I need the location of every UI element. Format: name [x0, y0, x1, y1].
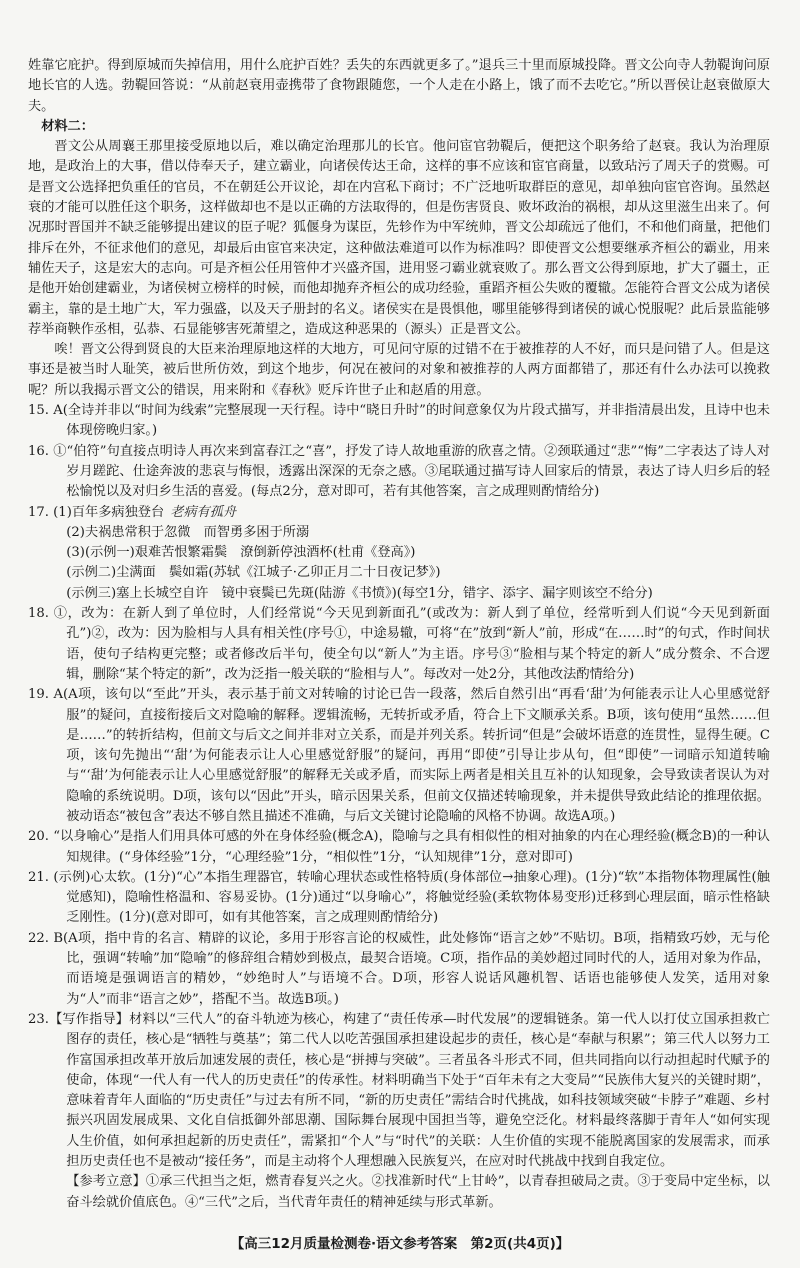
answer-q17-text: 17. (1)百年多病独登台	[28, 504, 165, 520]
answer-q22: 22. B(A项，指中肯的名言、精辟的议论，多用于形容言论的权威性，此处修饰“语言之妙”不贴切。B项，指精致巧妙，无与伦比，强调“转喻”加“隐喻”的修辞组合精妙到极点，最契合语境。C项，指作品的美妙超过同时代的人，适用对象为作品，而语境是强调语言的精妙，“妙绝时人”与语境不合。D项，形容人说话风趣机智、话语也能够使人发笑，适用对象为“人”而非“语言之妙”，搭配不当。故选B项。)	[28, 930, 770, 1007]
material2-heading: 材料二：	[41, 118, 94, 134]
answer-q16: 16. ①“伯符”句直接点明诗人再次来到富春江之“喜”，抒发了诗人故地重游的欣喜之情。②颈联通过“悲”“悔”二字表达了诗人对岁月蹉跎、仕途奔波的悲哀与悔恨，透露出深深的无奈之感。③尾联通过描写诗人回家后的情景，表达了诗人归乡后的轻松愉悦以及对归乡生活的喜爱。(每点2分，意对即可，若有其他答案，言之成理则酌情给分)	[28, 443, 770, 500]
answer-q17-line-2: (2)夫祸患常积于忽微 而智勇多困于所溺	[66, 524, 310, 540]
page-footer: 【高三12月质量检测卷·语文参考答案 第2页(共4页)】	[230, 1236, 570, 1252]
answer-q19: 19. A(A项，该句以“至此”开头，表示基于前文对转喻的讨论已告一段落，然后自然引出“再看‘甜’为何能表示让人心里感觉舒服”的疑问，直接衔接后文对隐喻的解释。逻辑流畅，无转折或矛盾，符合上下文顺承关系。B项，该句使用“虽然……但是……”的转折结构，但前文与后文之间并非对立关系，而是并列关系。转折词“但是”会破坏语意的连贯性，显得生硬。C项，该句先抛出“‘甜’为何能表示让人心里感觉舒服”的疑问，再用“即使”引导让步从句，但“即使”一词暗示知道转喻与“‘甜’为何能表示让人心里感觉舒服”的解释无关或矛盾，而实际上两者是相关且互补的认知现象，会导致读者误认为对隐喻的系统说明。D项，该句以“因此”开头，暗示因果关系，但前文仅描述转喻现象，并未提供导致此结论的推理依据。被动语态“被包含”表达不够自然且描述不准确，与后文关键讨论隐喻的风格不协调。故选A项。)	[28, 687, 770, 824]
answer-q20: 20. “以身喻心”是指人们用具体可感的外在身体经验(概念A)，隐喻与之具有相似性的相对抽象的内在心理经验(概念B)的一种认知规律。(“身体经验”1分，“心理经验”1分，“相似性”1分，“认知规律”1分，意对即可)	[28, 829, 770, 865]
passage-paragraph: 唉！晋文公得到贤良的大臣来治理原地这样的大地方，可见问守原的过错不在于被推荐的人不好，而只是问错了人。但是这事还是被当时人耻笑，被后世所仿效，到这个地步，何况在被问的对象和被推荐的人两方面都错了，那还有什么办法可以挽救呢？所以我揭示晋文公的错误，用来附和《春秋》贬斥许世子止和赵盾的用意。	[28, 342, 770, 398]
answer-q23-reference: 【参考立意】①承三代担当之炬，燃青春复兴之火。②找准新时代“上甘岭”，以青春担破局之责。③于变局中定坐标，以奋斗绘就价值底色。④“三代”之后，当代青年责任的精神延续与形式革新。	[66, 1174, 770, 1210]
answer-list	[28, 401, 770, 1213]
answer-q15: 15. A(全诗并非以“时间为线索”完整展现一天行程。诗中“晓日升时”的时间意象仅为片段式描写，并非指清晨出发，且诗中也未体现傍晚归家。)	[28, 403, 770, 439]
handwritten-note: 老病有孤舟	[170, 504, 237, 520]
answer-q21: 21. (示例)心太软。(1分)“心”本指生理器官，转喻心理状态或性格特质(身体部位→抽象心理)。(1分)“软”本指物体物理属性(触觉感知)，隐喻性格温和、容易妥协。(1分)通过“以身喻心”，将触觉经验(柔软物体易变形)迁移到心理层面，暗示性格缺乏刚性。(1分)(意对即可，如有其他答案，言之成理则酌情给分)	[28, 869, 770, 926]
passage-translation	[28, 56, 770, 401]
passage-paragraph: 晋文公从周襄王那里接受原地以后，难以确定治理那儿的长官。他问宦官勃鞮后，便把这个职务给了赵衰。我认为治理原地，是政治上的大事，借以侍奉天子，建立霸业，向诸侯传达王命，这样的事不应该和宦官商量，以致玷污了周天子的赏赐。可是晋文公选择把负重任的官员，不在朝廷公开议论，却在内宫私下商讨；不广泛地听取群臣的意见，却单独向宦官咨询。虽然赵衰的才能可以胜任这个职务，这样做却也不是以正确的方法取得的，但是伤害贤良、败坏政治的祸根，却从这里滋生出来了。何况那时晋国并不缺乏能够提出建议的臣子呢？狐偃身为谋臣，先轸作为中军统帅，晋文公却疏远了他们，不和他们商量，把他们排斥在外，不征求他们的意见，却最后由宦官来决定，这种做法难道可以作为标准吗？即使晋文公想要继承齐桓公的霸业，用来辅佐天子，这是宏大的志向。可是齐桓公任用管仲才兴盛齐国，进用竖刁霸业就衰败了。那么晋文公得到原地，扩大了疆土，正是他开始创建霸业，为诸侯树立榜样的时候，而他却抛弃齐桓公的成功经验，重蹈齐桓公失败的覆辙。怎能符合晋文公成为诸侯霸主，靠的是土地广大，军力强盛，以及天子册封的名义。诸侯实在是畏惧他，哪里能够得到诸侯的诚心悦服呢？此后景监能够荐举商鞅作丞相，弘恭、石显能够害死萧望之，造成这种恶果的（源头）正是晋文公。	[28, 139, 770, 337]
answer-q17-line-5: (示例三)塞上长城空自许 镜中衰鬓已先斑(陆游《书愤》)(每空1分，错字、添字、漏字则该空不给分)	[66, 585, 653, 601]
answer-q23-guide: 23.【写作指导】材料以“三代人”的奋斗轨迹为核心，构建了“责任传承—时代发展”的逻辑链条。第一代人以打仗立国承担救亡图存的责任，核心是“牺牲与奠基”；第二代人以吃苦强国承担建设起步的责任，核心是“奉献与积累”；第三代人以努力工作富国承担改革开放后加速发展的责任，核心是“拼搏与突破”。三者虽各斗形式不同，但共同指向以行动担起时代赋予的使命，体现“一代人有一代人的历史责任”的传承性。材料明确当下处于“百年未有之大变局”“民族伟大复兴的关键时期”，意味着青年人面临的“历史责任”与过去有所不同，“新的历史责任”需结合时代挑战，如科技领域突破“卡脖子”难题、乡村振兴巩固发展成果、文化自信抵御外部思潮、国际舞台展现中国担当等，避免空泛化。材料最终落脚于青年人“如何实现人生价值，如何承担起新的历史责任”，需紧扣“个人”与“时代”的关联：人生价值的实现不能脱离国家的发展需求，而承担历史责任也不是被动“接任务”，而是主动将个人理想融入民族复兴，在应对时代挑战中找到自我定位。	[28, 1011, 770, 1170]
passage-continuation: 姓靠它庇护。得到原城而失掉信用，用什么庇护百姓？丢失的东西就更多了。”退兵三十里而原城投降。晋文公向寺人勃鞮询问原地长官的人选。勃鞮回答说：“从前赵衰用壶携带了食物跟随您，一个人走在小路上，饿了而不去吃它。”所以晋侯让赵衰做原大夫。	[28, 58, 770, 114]
answer-q18: 18. ①，改为：在新人到了单位时，人们经常说“今天见到新面孔”(或改为：新人到了单位，经常听到人们说“今天见到新面孔”)②，改为：因为脸相与人具有相关性(序号①，中途易辙，可将“在”放到“新人”前，形成“在……时”的句式，作时间状语，使句子结构更完整；或者修改后半句，使全句以“新人”为主语。序号③“脸相与某个特定的新人”成分赘余、不合逻辑，删除“某个特定的新”，改为泛指一般关联的“脸相与人”。每改对一处2分，其他改法酌情给分)	[28, 606, 770, 682]
answer-q17-line-1	[28, 503, 770, 523]
answer-q17-line-3: (3)(示例一)艰难苦恨繁霜鬓 潦倒新停浊酒杯(杜甫《登高》)	[66, 545, 416, 561]
answer-q17-line-4: (示例二)尘满面 鬓如霜(苏轼《江城子·乙卯正月二十日夜记梦》)	[66, 565, 441, 581]
